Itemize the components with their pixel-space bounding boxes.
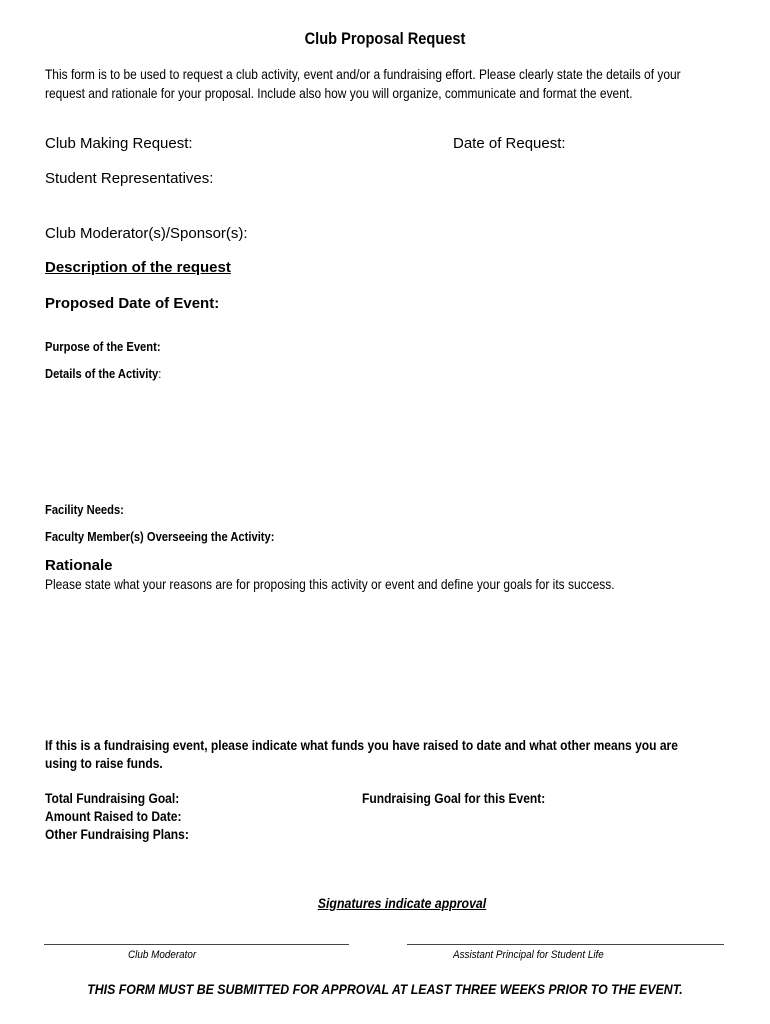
club-moderators-label: Club Moderator(s)/Sponsor(s): [45,225,248,242]
club-making-request-label: Club Making Request: [45,135,193,152]
proposed-date-heading: Proposed Date of Event: [45,295,220,312]
details-label-colon: : [158,366,162,381]
assistant-principal-caption: Assistant Principal for Student Life [453,949,604,961]
details-label [45,366,161,381]
purpose-label: Purpose of the Event: [45,339,161,354]
date-of-request-label: Date of Request: [453,135,566,152]
student-representatives-label: Student Representatives: [45,170,214,187]
description-heading: Description of the request [45,259,231,276]
fundraising-question-line1: If this is a fundraising event, please indicate what funds you have raised to date and what other means you are [45,737,678,753]
intro-paragraph: This form is to be used to request a club activity, event and/or a fundraising effort. Please clearly state the details of your request and rationale for your proposal. Include also how you will organize, communicate and format the event. [45,66,681,101]
fundraising-question-line2: using to raise funds. [45,755,163,771]
fundraising-goal-event-label: Fundraising Goal for this Event: [362,790,546,806]
facility-needs-label: Facility Needs: [45,502,124,517]
assistant-principal-signature-line [407,944,724,945]
rationale-heading: Rationale [45,557,113,574]
moderator-signature-line [44,944,349,945]
total-fundraising-goal-label: Total Fundraising Goal: [45,790,180,806]
page-title: Club Proposal Request [304,29,466,48]
moderator-caption: Club Moderator [128,949,197,961]
signatures-approval-note: Signatures indicate approval [317,895,487,911]
faculty-overseeing-label: Faculty Member(s) Overseeing the Activity: [45,529,275,544]
footer-notice: THIS FORM MUST BE SUBMITTED FOR APPROVAL AT LEAST THREE WEEKS PRIOR TO THE EVENT. [87,981,683,997]
amount-raised-label: Amount Raised to Date: [45,808,182,824]
other-fundraising-plans-label: Other Fundraising Plans: [45,826,189,842]
details-label-text: Details of the Activity [45,366,159,381]
rationale-text: Please state what your reasons are for proposing this activity or event and define your goals for its success. [45,576,615,592]
